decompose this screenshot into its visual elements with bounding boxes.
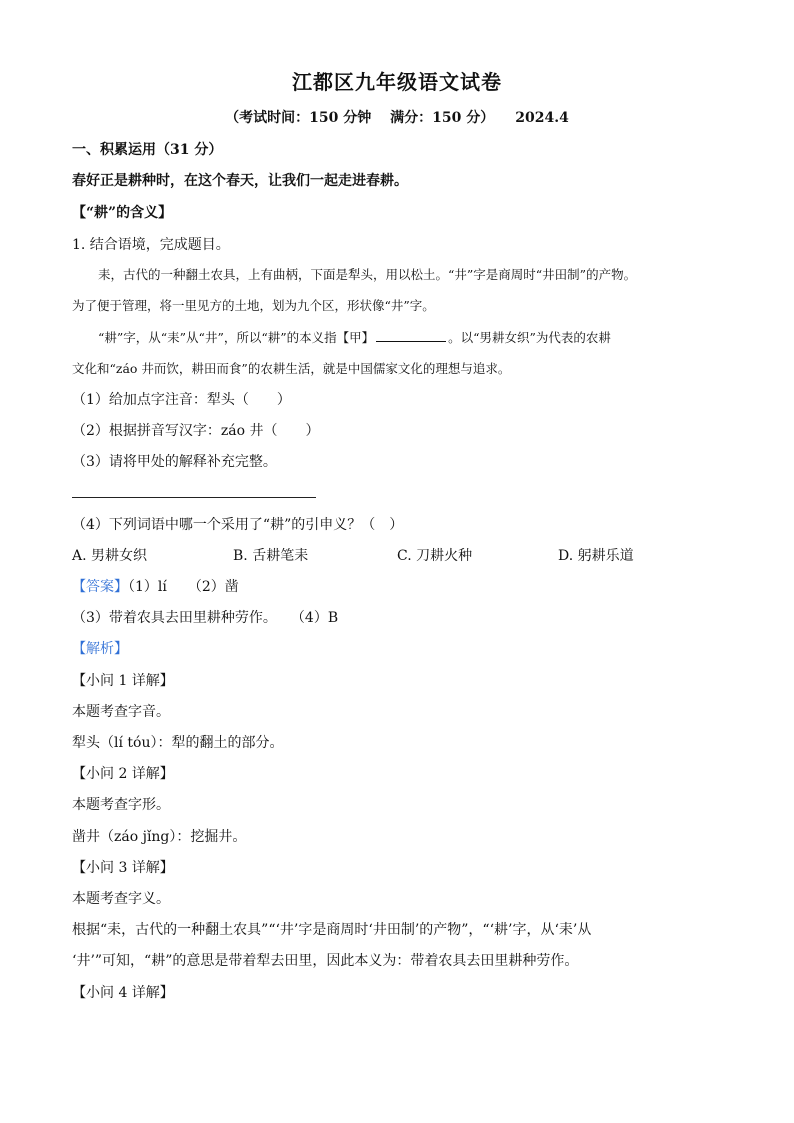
passage-line: 文化和“záo 井而饮，耕田而食”的农耕生活，就是中国儒家文化的理想与追求。 — [72, 361, 511, 376]
choice-c[interactable]: C. 刀耕火种 — [397, 548, 473, 564]
subquestion: （3）请将甲处的解释补充完整。 — [72, 454, 277, 470]
answer-row — [72, 578, 722, 596]
question-stem: 1. 结合语境，完成题目。 — [72, 237, 230, 253]
analysis-subheading: 【小问 1 详解】 — [72, 673, 174, 689]
answer-line — [72, 497, 316, 498]
choice-a[interactable]: A. 男耕女织 — [72, 548, 148, 564]
passage-line-with-blank — [98, 329, 722, 347]
section-heading: 一、积累运用（31 分） — [72, 142, 223, 158]
analysis-text: 本题考查字形。 — [72, 797, 170, 813]
analysis-text: 本题考查字音。 — [72, 704, 170, 720]
section-intro: 春好正是耕种时，在这个春天，让我们一起走进春耕。 — [72, 173, 408, 189]
exam-subtitle: （考试时间：150 分钟 满分：150 分） 2024.4 — [225, 110, 569, 126]
analysis-text: 凿井（záo jǐng）：挖掘井。 — [72, 829, 247, 845]
subquestion: （1）给加点字注音：犁头（ ） — [72, 392, 291, 408]
analysis-text: 根据“耒，古代的一种翻土农具”“‘井’字是商周时‘井田制’的产物”，“‘耕’字，从‘耒’从 — [72, 922, 592, 938]
choice-d[interactable]: D. 躬耕乐道 — [558, 548, 634, 564]
analysis-text: 犁头（lí tóu）：犁的翻土的部分。 — [72, 735, 284, 751]
topic-heading: 【“耕”的含义】 — [72, 205, 173, 221]
passage-line: 耒，古代的一种翻土农具，上有曲柄，下面是犁头，用以松土。“井”字是商周时“井田制”的产物。 — [98, 267, 637, 282]
analysis-text: 本题考查字义。 — [72, 891, 170, 907]
analysis-tag: 【解析】 — [72, 641, 128, 657]
subquestion: （2）根据拼音写汉字：záo 井（ ） — [72, 423, 320, 439]
passage-text: 。以“男耕女织”为代表的农耕 — [448, 330, 611, 345]
page-title: 江都区九年级语文试卷 — [292, 70, 502, 94]
passage-line: 为了便于管理，将一里见方的土地，划为九个区，形状像“井”字。 — [72, 298, 435, 313]
fill-blank[interactable] — [376, 329, 446, 342]
subquestion: （4）下列词语中哪一个采用了“耕”的引申义？（ ） — [72, 517, 404, 533]
answer-text: （3）带着农具去田里耕种劳作。 （4）B — [72, 610, 339, 626]
answer-tag: 【答案】 — [72, 579, 128, 595]
analysis-subheading: 【小问 2 详解】 — [72, 766, 174, 782]
analysis-text: ‘井’”可知，“耕”的意思是带着犁去田里，因此本义为：带着农具去田里耕种劳作。 — [72, 953, 579, 969]
analysis-subheading: 【小问 4 详解】 — [72, 985, 174, 1001]
answer-text: （1）lí （2）凿 — [128, 579, 239, 595]
analysis-subheading: 【小问 3 详解】 — [72, 860, 174, 876]
passage-text: “耕”字，从“耒”从“井”，所以“耕”的本义指【甲】 — [98, 330, 375, 345]
choice-b[interactable]: B. 舌耕笔耒 — [233, 548, 309, 564]
